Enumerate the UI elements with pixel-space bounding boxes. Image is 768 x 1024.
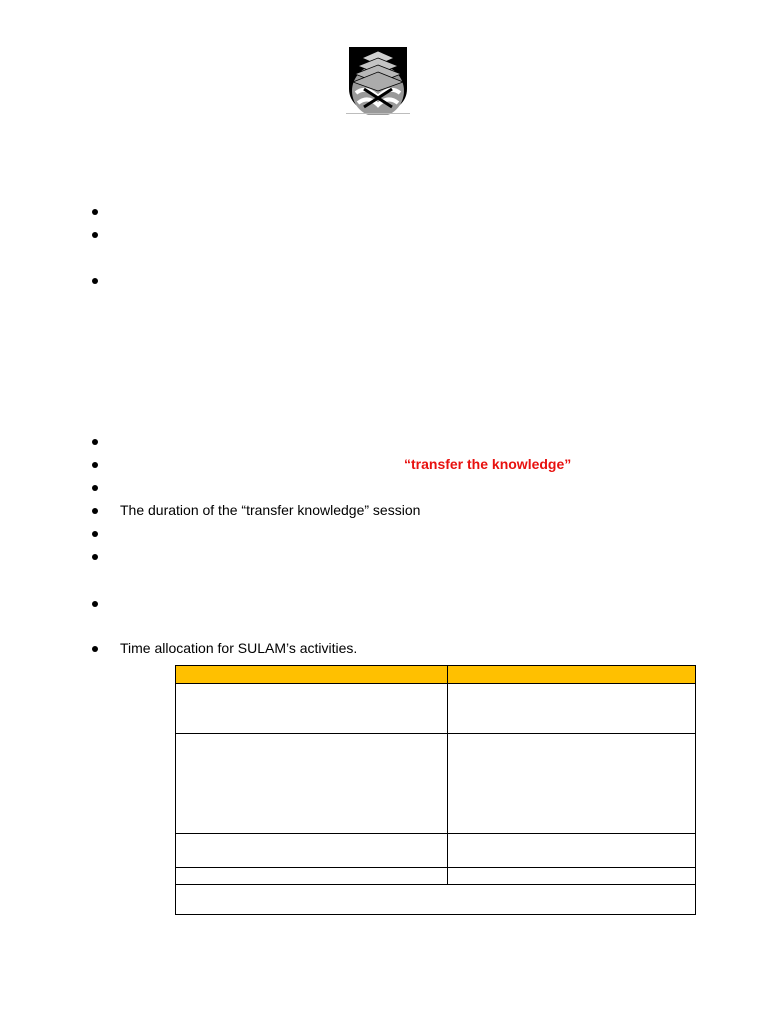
table-cell — [448, 684, 696, 734]
table-row — [176, 734, 696, 834]
highlight-phrase: “transfer the knowledge” — [404, 456, 572, 472]
bullet-text-time-allocation: Time allocation for SULAM’s activities. — [120, 640, 358, 656]
table-row — [176, 684, 696, 734]
bullet-marker — [92, 485, 98, 491]
table-cell — [176, 868, 448, 885]
bullet-marker — [92, 508, 98, 514]
table-cell — [448, 734, 696, 834]
bullet-marker — [92, 601, 98, 607]
bullet-marker — [92, 439, 98, 445]
bullet-marker — [92, 554, 98, 560]
table-header-row — [176, 666, 696, 684]
university-logo — [346, 45, 410, 115]
bullet-marker — [92, 462, 98, 468]
bullet-marker — [92, 278, 98, 284]
bullet-marker — [92, 209, 98, 215]
table-row — [176, 868, 696, 885]
table-row — [176, 834, 696, 868]
time-allocation-table — [175, 665, 696, 915]
table-header-cell — [176, 666, 448, 684]
table-footer-row — [176, 885, 696, 915]
table-cell — [448, 834, 696, 868]
bullet-marker — [92, 531, 98, 537]
table-cell — [176, 734, 448, 834]
table-footer-cell — [176, 885, 696, 915]
table-cell — [176, 684, 448, 734]
table-header-cell — [448, 666, 696, 684]
bullet-marker — [92, 646, 98, 652]
university-crest-icon — [346, 45, 410, 115]
bullet-marker — [92, 232, 98, 238]
bullet-text-transfer-duration: The duration of the “transfer knowledge” session — [120, 502, 421, 518]
table-cell — [448, 868, 696, 885]
logo-underline — [346, 113, 410, 114]
table-cell — [176, 834, 448, 868]
